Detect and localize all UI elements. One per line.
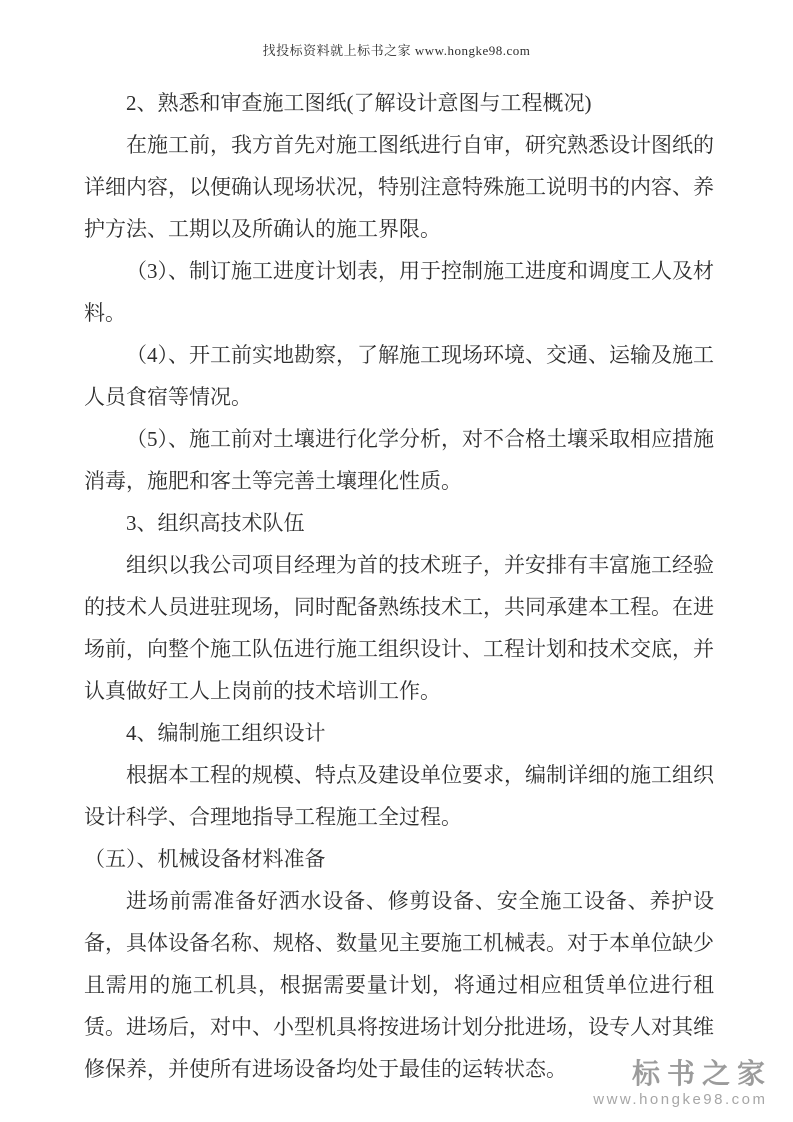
paragraph: 进场前需准备好洒水设备、修剪设备、安全施工设备、养护设备，具体设备名称、规格、数量见主要施工机械表。对于本单位缺少且需用的施工机具，根据需要量计划，将通过相应租赁单位进行租赁。进场后，对中、小型机具将按进场计划分批进场，设专人对其维修保养，并使所有进场设备均处于最佳的运转状态。 — [84, 889, 714, 1081]
item: （3）、制订施工进度计划表，用于控制施工进度和调度工人及材料。 — [84, 259, 714, 325]
paragraph: 根据本工程的规模、特点及建设单位要求，编制详细的施工组织设计科学、合理地指导工程施工全过程。 — [84, 763, 714, 829]
item: （5）、施工前对土壤进行化学分析，对不合格土壤采取相应措施消毒，施肥和客土等完善土壤理化性质。 — [84, 427, 714, 493]
numbered-heading: 3、组织高技术队伍 — [126, 511, 305, 535]
paragraph: 在施工前，我方首先对施工图纸进行自审，研究熟悉设计图纸的详细内容，以便确认现场状况，特别注意特殊施工说明书的内容、养护方法、工期以及所确认的施工界限。 — [84, 133, 714, 241]
numbered-heading: 2、熟悉和审查施工图纸(了解设计意图与工程概况) — [126, 91, 592, 115]
footer-watermark — [593, 1058, 772, 1110]
numbered-heading: 4、编制施工组织设计 — [126, 721, 326, 745]
item: （4）、开工前实地勘察，了解施工现场环境、交通、运输及施工人员食宿等情况。 — [84, 343, 714, 409]
footer-url-text: www.hongke98.com — [593, 1091, 768, 1108]
footer-logo-text: 标书之家 — [631, 1058, 772, 1089]
section-heading: （五）、机械设备材料准备 — [84, 847, 326, 871]
document-body — [84, 82, 714, 1090]
paragraph: 组织以我公司项目经理为首的技术班子，并安排有丰富施工经验的技术人员进驻现场，同时配备熟练技术工，共同承建本工程。在进场前，向整个施工队伍进行施工组织设计、工程计划和技术交底，并认真做好工人上岗前的技术培训工作。 — [84, 553, 714, 703]
header-watermark-text: 找投标资料就上标书之家 www.hongke98.com — [262, 43, 531, 58]
